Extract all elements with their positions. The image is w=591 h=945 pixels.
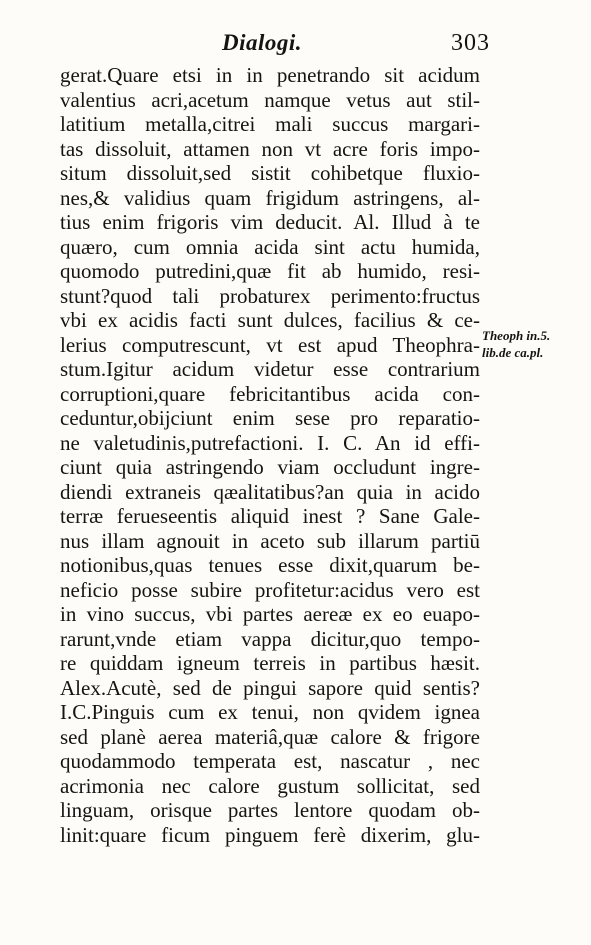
text-line: stunt?quod tali probaturex perimento:fructus [60, 283, 480, 308]
text-line: tius enim frigoris vim deducit. Al. Illud à te [60, 210, 480, 234]
marginal-note [482, 327, 582, 361]
page-number: 303 [451, 30, 490, 56]
text-line: neficio posse subire profitetur:acidus vero est [60, 577, 480, 602]
text-line: vbi ex acidis facti sunt dulces, facilius & ce- [60, 308, 480, 332]
text-line: in vino succus, vbi partes aereæ ex eo euapo- [60, 602, 480, 626]
text-line: nus illam agnouit in aceto sub illarum partiū [60, 528, 480, 553]
marginal-note-line: lib.de ca.pl. [482, 345, 544, 360]
text-line: ciunt quia astringendo viam occludunt ingre- [60, 455, 480, 479]
text-line: Alex.Acutè, sed de pingui sapore quid sentis? [60, 675, 480, 700]
text-line: linit:quare ficum pinguem ferè dixerim, glu- [60, 822, 480, 847]
text-line: terræ ferueseentis aliquid inest ? Sane Gale- [60, 504, 480, 528]
text-line: gerat.Quare etsi in in penetrando sit acidum [60, 63, 480, 87]
text-line: quodammodo temperata est, nascatur , nec [60, 749, 480, 773]
text-line: stum.Igitur acidum videtur esse contrarium [60, 357, 480, 381]
text-line: quomodo putredini,quæ fit ab humido, resi- [60, 259, 480, 283]
text-line: I.C.Pinguis cum ex tenui, non qvidem ignea [60, 700, 480, 724]
text-line: valentius acri,acetum namque vetus aut stil- [60, 87, 480, 112]
text-line: linguam, orisque partes lentore quodam ob- [60, 798, 480, 822]
text-line: situm dissoluit,sed sistit cohibetque fluxio- [60, 161, 480, 185]
page-header [60, 30, 490, 60]
text-line: corruptioni,quare febricitantibus acida con- [60, 381, 480, 406]
running-title: Dialogi. [222, 30, 303, 55]
text-line: diendi extraneis qæalitatibus?an quia in acido [60, 479, 480, 504]
marginal-note-line: Theoph in.5. [482, 328, 551, 343]
text-line: quæro, cum omnia acida sint actu humida, [60, 234, 480, 259]
text-line: lerius computrescunt, vt est apud Theophra- [60, 332, 480, 357]
text-line: rarunt,vnde etiam vappa dicitur,quo tempo- [60, 626, 480, 651]
text-line: ne valetudinis,putrefactioni. I. C. An id effi- [60, 430, 480, 455]
text-line: nes,& validius quam frigidum astringens, al- [60, 185, 480, 210]
text-line: re quiddam igneum terreis in partibus hæsit. [60, 651, 480, 675]
body-text [60, 63, 480, 847]
text-line: notionibus,quas tenues esse dixit,quarum be- [60, 553, 480, 577]
text-line: sed planè aerea materiâ,quæ calore & frigore [60, 724, 480, 749]
text-line: ceduntur,obijciunt enim sese pro reparatio- [60, 406, 480, 430]
text-line: acrimonia nec calore gustum sollicitat, sed [60, 773, 480, 798]
text-line: latitium metalla,citrei mali succus margari- [60, 112, 480, 136]
text-line: tas dissoluit, attamen non vt acre foris impo- [60, 136, 480, 161]
